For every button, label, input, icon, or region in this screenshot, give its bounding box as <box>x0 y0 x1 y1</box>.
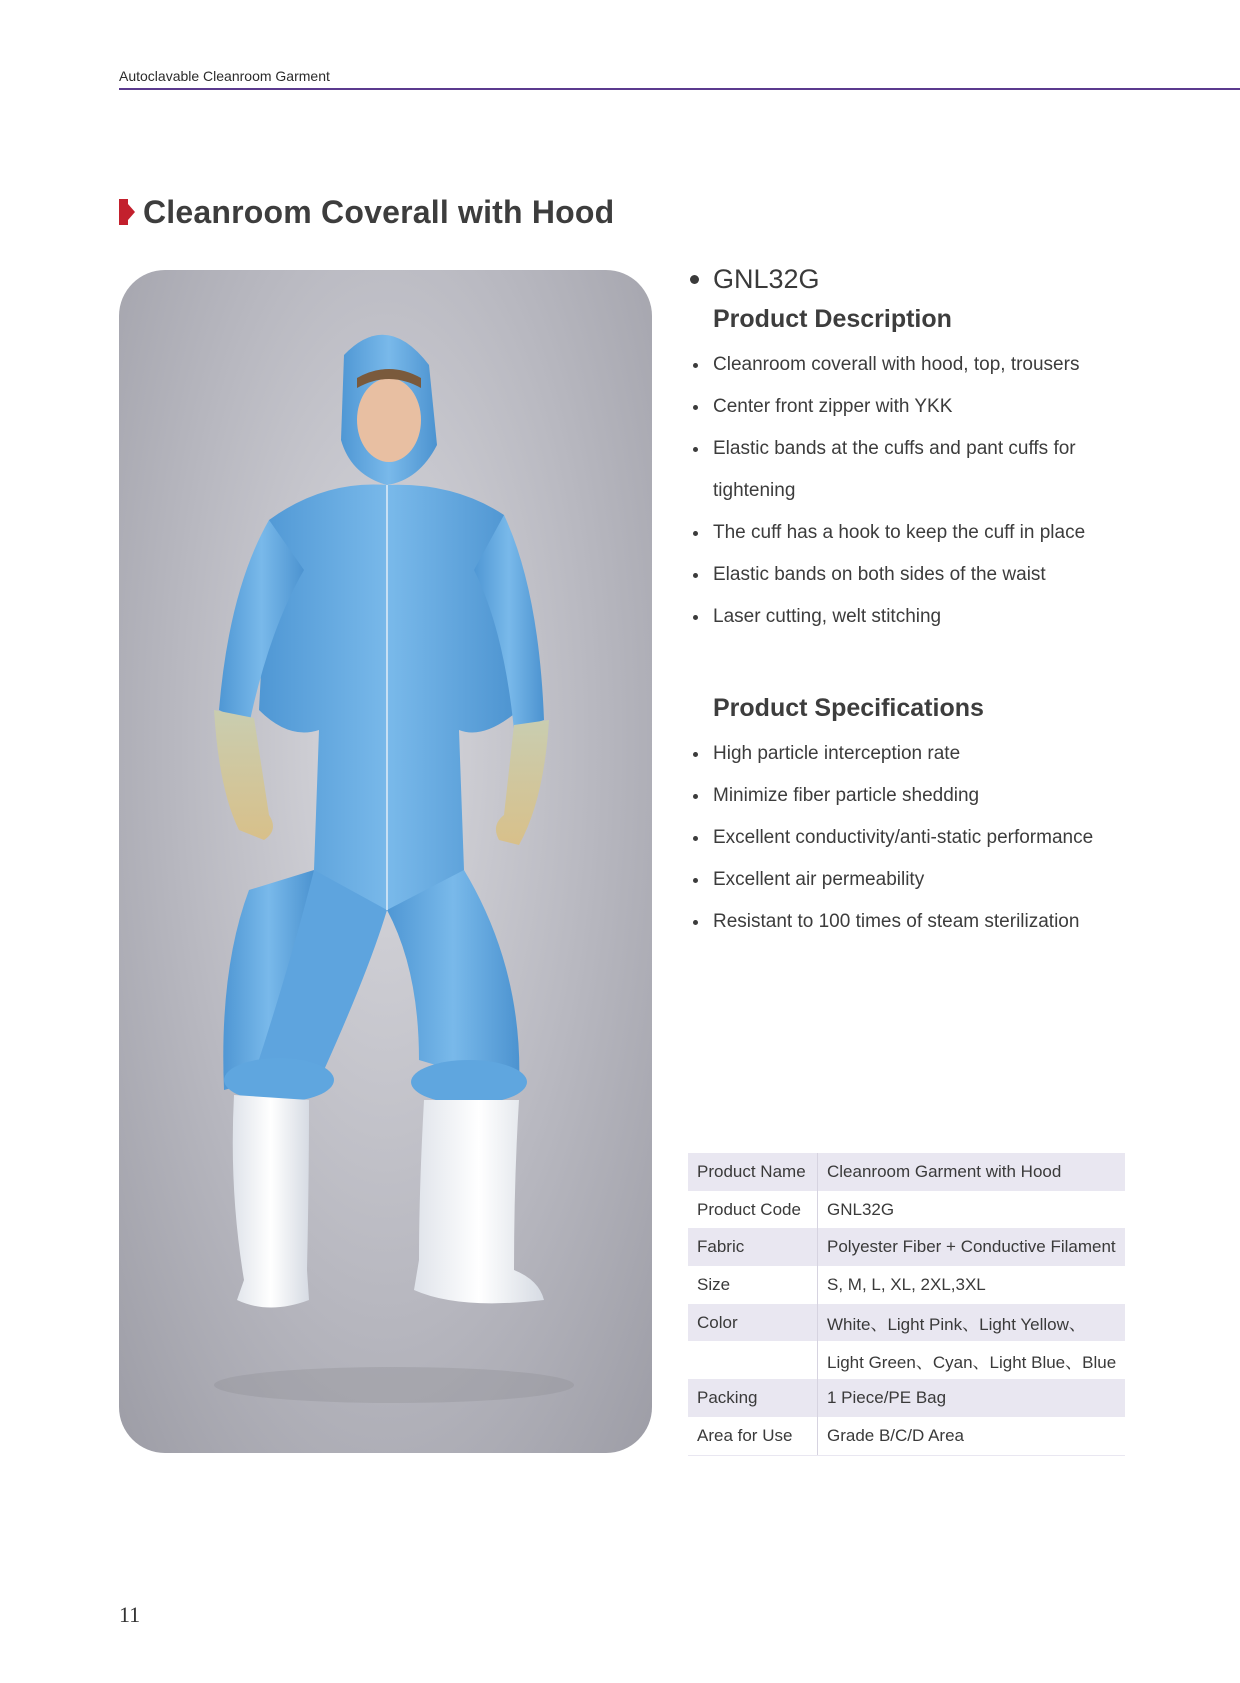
description-heading: Product Description <box>713 305 952 333</box>
table-key-cell: Area for Use <box>688 1417 818 1455</box>
table-value-cell: GNL32G <box>827 1199 895 1219</box>
table-key-cell: Size <box>688 1266 818 1304</box>
table-value-cell: 1 Piece/PE Bag <box>818 1379 1126 1417</box>
page-title: Cleanroom Coverall with Hood <box>143 193 615 230</box>
model-code <box>690 264 820 295</box>
header-divider <box>119 88 1240 90</box>
bullet-dot-icon <box>690 275 699 284</box>
title-block <box>119 192 614 232</box>
table-value-cell: Light Green、Cyan、Light Blue、Blue <box>827 1352 1117 1372</box>
table-row <box>688 1379 1125 1417</box>
table-key-cell: Packing <box>688 1379 818 1417</box>
spec-table <box>688 1153 1125 1456</box>
list-item: High particle interception rate <box>690 733 1130 775</box>
list-item: Resistant to 100 times of steam sterilization <box>690 901 1130 943</box>
specifications-list <box>690 733 1130 943</box>
list-item: Minimize fiber particle shedding <box>690 775 1130 817</box>
list-item: Laser cutting, welt stitching <box>690 596 1130 638</box>
table-row <box>688 1417 1125 1455</box>
coverall-illustration <box>119 270 652 1453</box>
page-number: 11 <box>119 1602 141 1627</box>
table-key-cell: Product Name <box>688 1153 818 1191</box>
table-row <box>688 1266 1125 1304</box>
table-value-cell: Cleanroom Garment with Hood <box>818 1153 1126 1191</box>
description-list <box>690 344 1130 638</box>
table-value-cell: White、Light Pink、Light Yellow、 <box>818 1304 1126 1342</box>
list-item: Excellent air permeability <box>690 859 1130 901</box>
product-photo <box>119 270 652 1453</box>
table-row <box>688 1341 1125 1379</box>
list-item: Center front zipper with YKK <box>690 386 1130 428</box>
model-code-text: GNL32G <box>713 264 820 294</box>
table-key-cell <box>688 1341 818 1379</box>
table-row <box>688 1228 1125 1266</box>
list-item: Elastic bands at the cuffs and pant cuffs for tightening <box>690 428 1130 512</box>
table-value-cell: Polyester Fiber + Conductive Filament <box>818 1228 1126 1266</box>
list-item: Cleanroom coverall with hood, top, trousers <box>690 344 1130 386</box>
list-item: The cuff has a hook to keep the cuff in place <box>690 512 1130 554</box>
table-row <box>688 1153 1125 1191</box>
table-row <box>688 1304 1125 1342</box>
title-marker-icon <box>119 199 135 225</box>
table-row <box>688 1191 1125 1229</box>
specifications-heading: Product Specifications <box>713 694 984 722</box>
table-key-cell: Color <box>688 1304 818 1342</box>
list-item: Excellent conductivity/anti-static performance <box>690 817 1130 859</box>
table-value-cell: Grade B/C/D Area <box>818 1417 1126 1455</box>
table-key-cell: Product Code <box>688 1191 818 1229</box>
table-key-cell: Fabric <box>688 1228 818 1266</box>
table-value-cell: S, M, L, XL, 2XL,3XL <box>827 1274 986 1294</box>
list-item: Elastic bands on both sides of the waist <box>690 554 1130 596</box>
running-header: Autoclavable Cleanroom Garment <box>119 68 330 84</box>
